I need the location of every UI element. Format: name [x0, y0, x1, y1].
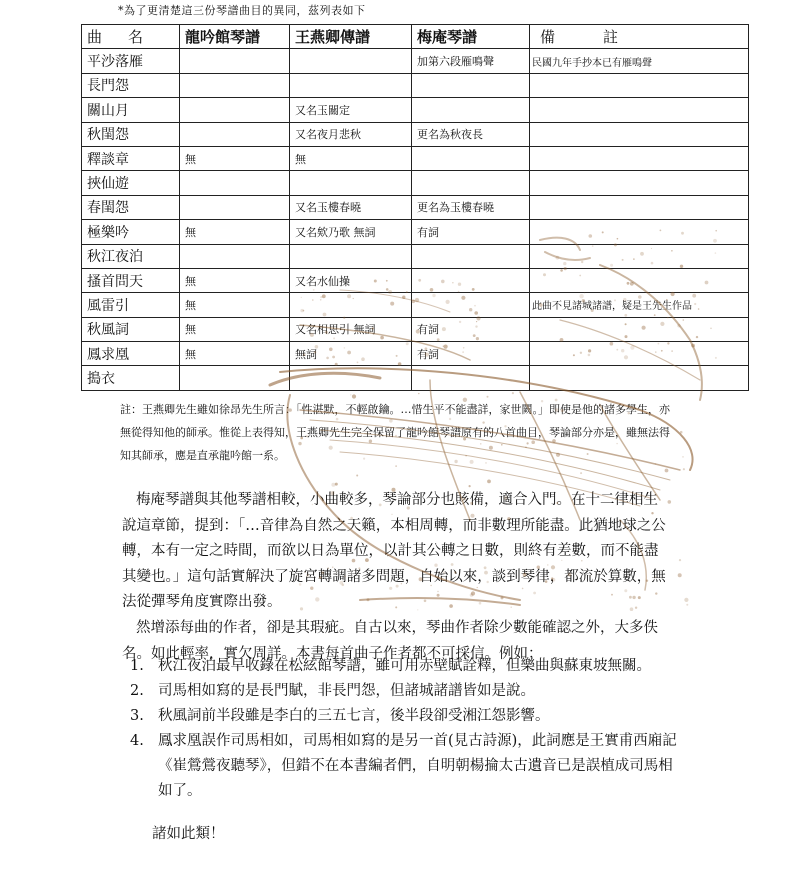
cell-piece: 鳳求凰: [82, 342, 180, 366]
table-body: [82, 49, 749, 390]
cell-piece: 搔首問天: [82, 268, 180, 292]
cell-meian: [412, 366, 530, 390]
cell-meian: 更名為秋夜長: [412, 122, 530, 146]
cell-longyinguan: 無: [180, 342, 290, 366]
cell-piece: 關山月: [82, 98, 180, 122]
list-number: 4.: [130, 733, 144, 749]
cell-piece: 風雷引: [82, 293, 180, 317]
cell-wangyanqing: 又名欸乃歌 無詞: [290, 220, 412, 244]
header-meian: 梅庵琴譜: [412, 25, 530, 49]
cell-meian: 有詞: [412, 220, 530, 244]
examples-list: [122, 654, 682, 804]
cell-remark: 民國九年手抄本已有雁鳴聲: [530, 49, 749, 73]
cell-longyinguan: 無: [180, 293, 290, 317]
cell-piece: 秋閨怨: [82, 122, 180, 146]
list-item: [122, 679, 682, 704]
cell-piece: 春閨怨: [82, 195, 180, 219]
cell-piece: 挾仙遊: [82, 171, 180, 195]
table-row: [82, 49, 749, 73]
cell-longyinguan: [180, 73, 290, 97]
cell-meian: [412, 98, 530, 122]
cell-wangyanqing: 又名玉關定: [290, 98, 412, 122]
cell-wangyanqing: [290, 366, 412, 390]
table-row: [82, 366, 749, 390]
table-row: [82, 220, 749, 244]
cell-piece: 搗衣: [82, 366, 180, 390]
cell-meian: [412, 73, 530, 97]
list-item: [122, 704, 682, 729]
cell-meian: 有詞: [412, 342, 530, 366]
closing-line: 諸如此類！: [152, 826, 225, 842]
qupu-comparison-table: [81, 24, 749, 391]
cell-longyinguan: [180, 195, 290, 219]
cell-piece: 平沙落雁: [82, 49, 180, 73]
paragraph: 然增添每曲的作者，卻是其瑕疵。自古以來，琴曲作者除少數能確認之外，大多佚名。如此輕率，實欠周詳。本書每首曲子作者都不可採信。例如：: [122, 619, 658, 662]
cell-wangyanqing: 又名相思引 無詞: [290, 317, 412, 341]
paragraph: 梅庵琴譜與其他琴譜相較，小曲較多，琴論部分也賅備，適合入門。在十二律相生說這章節，提到：「…音律為自然之天籟，本相周轉，而非數理所能盡。此猶地球之公轉，本有一定之時間，而欲以日為單位，以計其公轉之日數，則終有差數，而不能盡其變也。」這句話實解決了旋宮轉調諸多問題，自始以來，談到琴律，都流於算數，無法從彈琴角度實際出發。: [122, 492, 666, 611]
cell-wangyanqing: [290, 293, 412, 317]
table-caption: *為了更清楚這三份琴譜曲目的異同，茲列表如下: [118, 4, 366, 17]
header-remarks: 備註: [530, 25, 749, 49]
cell-meian: 更名為玉樓春曉: [412, 195, 530, 219]
cell-longyinguan: 無: [180, 317, 290, 341]
cell-remark: [530, 366, 749, 390]
cell-remark: [530, 220, 749, 244]
table-row: [82, 171, 749, 195]
cell-piece: 長門怨: [82, 73, 180, 97]
cell-longyinguan: [180, 171, 290, 195]
cell-longyinguan: [180, 98, 290, 122]
cell-wangyanqing: 無: [290, 146, 412, 170]
cell-remark: [530, 73, 749, 97]
cell-remark: [530, 171, 749, 195]
cell-longyinguan: 無: [180, 146, 290, 170]
cell-wangyanqing: 又名夜月悲秋: [290, 122, 412, 146]
table-header-row: [82, 25, 749, 49]
cell-remark: [530, 122, 749, 146]
header-longyinguan: 龍吟館琴譜: [180, 25, 290, 49]
cell-wangyanqing: 又名玉樓春曉: [290, 195, 412, 219]
cell-remark: [530, 195, 749, 219]
list-text: 秋江夜泊最早收錄在松絃館琴譜，雖可用赤壁賦詮釋，但樂曲與蘇東坡無關。: [158, 658, 651, 674]
cell-longyinguan: [180, 49, 290, 73]
cell-piece: 釋談章: [82, 146, 180, 170]
cell-wangyanqing: [290, 244, 412, 268]
cell-remark: [530, 98, 749, 122]
table-row: [82, 293, 749, 317]
cell-piece: 秋風詞: [82, 317, 180, 341]
cell-remark: 此曲不見諸城諸譜，疑是王先生作品: [530, 293, 749, 317]
table-row: [82, 73, 749, 97]
cell-remark: [530, 244, 749, 268]
cell-wangyanqing: 無詞: [290, 342, 412, 366]
cell-wangyanqing: [290, 49, 412, 73]
cell-remark: [530, 317, 749, 341]
table-row: [82, 98, 749, 122]
table-row: [82, 342, 749, 366]
table-row: [82, 195, 749, 219]
cell-meian: [412, 244, 530, 268]
cell-remark: [530, 268, 749, 292]
cell-longyinguan: [180, 366, 290, 390]
list-text: 秋風詞前半段雖是李白的三五七言，後半段卻受湘江怨影響。: [158, 708, 550, 724]
cell-meian: 加第六段雁鳴聲: [412, 49, 530, 73]
cell-meian: [412, 146, 530, 170]
body-text: [122, 488, 672, 667]
list-item: [122, 729, 682, 804]
cell-meian: [412, 268, 530, 292]
table-row: [82, 122, 749, 146]
cell-piece: 秋江夜泊: [82, 244, 180, 268]
list-text: 鳳求凰誤作司馬相如，司馬相如寫的是另一首(見古詩源)，此詞應是王實甫西廂記《崔鶯鶯夜聽琴》，但錯不在本書編者們，自明朝楊掄太古遺音已是誤植成司馬相如了。: [158, 733, 677, 799]
header-wangyanqing: 王燕卿傳譜: [290, 25, 412, 49]
table-row: [82, 317, 749, 341]
table-row: [82, 244, 749, 268]
list-item: [122, 654, 682, 679]
list-text: 司馬相如寫的是長門賦，非長門怨，但諸城諸譜皆如是說。: [158, 683, 535, 699]
list-number: 3.: [130, 708, 144, 724]
cell-wangyanqing: 又名水仙操: [290, 268, 412, 292]
cell-longyinguan: [180, 244, 290, 268]
cell-remark: [530, 146, 749, 170]
cell-meian: [412, 293, 530, 317]
list-number: 2.: [130, 683, 144, 699]
table-row: [82, 268, 749, 292]
cell-longyinguan: [180, 122, 290, 146]
table-row: [82, 146, 749, 170]
cell-wangyanqing: [290, 171, 412, 195]
footnote: 註：王燕卿先生雖如徐昂先生所言：「性湛默，不輕啟鑰。…惜生平不能盡詳，家世闕。」即使是他的諸多學生，亦無從得知他的師承。惟從上表得知，王燕卿先生完全保留了龍吟館琴譜原有的八首曲目，琴論部分亦是，雖無法得知其師承，應是直承龍吟館一系。: [120, 403, 670, 462]
cell-wangyanqing: [290, 73, 412, 97]
cell-meian: [412, 171, 530, 195]
cell-remark: [530, 342, 749, 366]
cell-piece: 極樂吟: [82, 220, 180, 244]
header-piece-name: 曲名: [82, 25, 180, 49]
cell-longyinguan: 無: [180, 220, 290, 244]
list-number: 1.: [130, 658, 144, 674]
cell-longyinguan: 無: [180, 268, 290, 292]
cell-meian: 有詞: [412, 317, 530, 341]
